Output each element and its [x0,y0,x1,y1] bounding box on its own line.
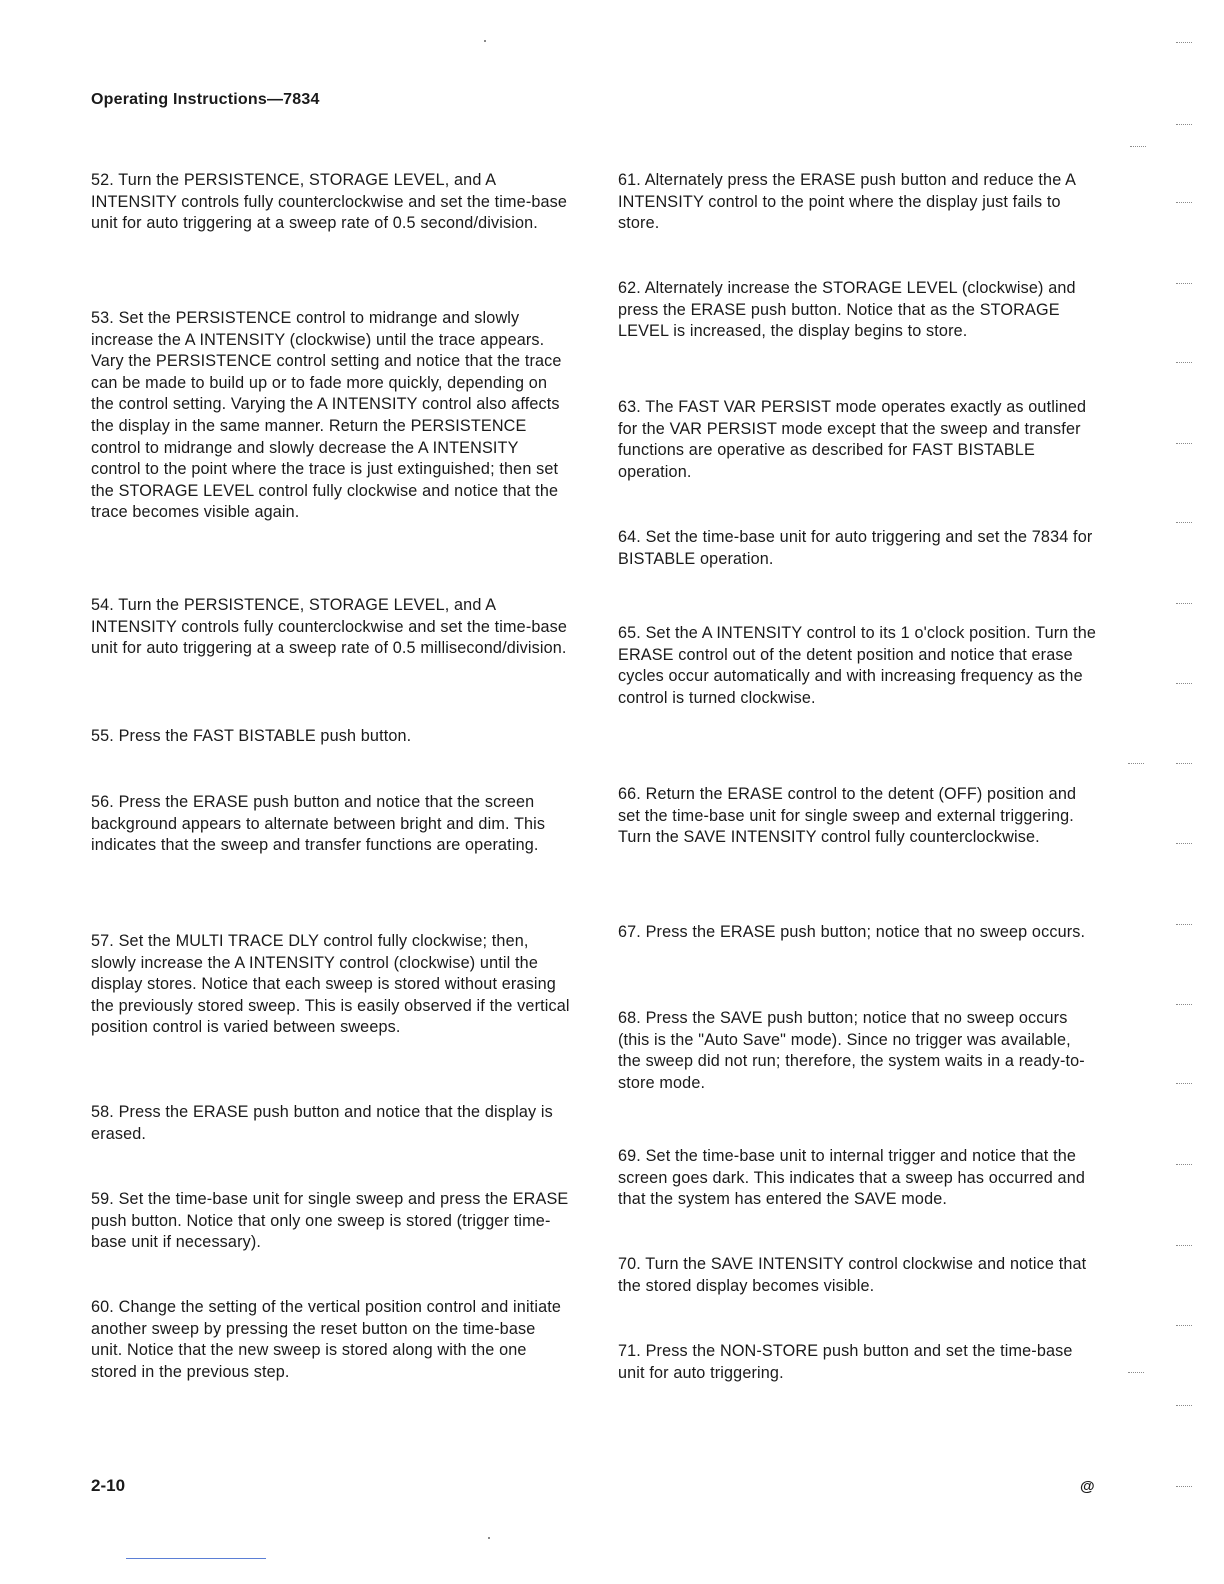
scan-rule [126,1558,266,1559]
scan-mark [1176,603,1192,606]
step-61: 61. Alternately press the ERASE push button and reduce the A INTENSITY control to the point where the display just fails to store. [618,171,1076,233]
step-62: 62. Alternately increase the STORAGE LEVEL (clockwise) and press the ERASE push button. Notice that as the STORAGE LEVEL is increased, the display begins to store. [618,279,1076,341]
scan-mark [1176,843,1192,846]
step-59: 59. Set the time-base unit for single sweep and press the ERASE push button. Notice that only one sweep is stored (trigger time-base unit if necessary). [91,1190,569,1252]
scan-mark [1176,763,1192,766]
step-60: 60. Change the setting of the vertical position control and initiate another sweep by pressing the reset button on the time-base unit. Notice that the new sweep is stored along with the one stored in the previous step. [91,1298,562,1381]
step-66: 66. Return the ERASE control to the detent (OFF) position and set the time-base unit for single sweep and external triggering. Turn the SAVE INTENSITY control fully counterclockwise. [618,785,1077,847]
step-57: 57. Set the MULTI TRACE DLY control fully clockwise; then, slowly increase the A INTENSITY control (clockwise) until the display stores. Notice that each sweep is stored without erasing the previously stored sweep. This is easily observed if the vertical position control is varied between sweeps. [91,932,570,1037]
scan-mark [1176,1405,1192,1408]
scan-mark [1176,924,1192,927]
step-71: 71. Press the NON-STORE push button and set the time-base unit for auto triggering. [618,1342,1073,1382]
step-53: 53. Set the PERSISTENCE control to midrange and slowly increase the A INTENSITY (clockwise) until the trace appears. Vary the PERSISTENCE control setting and notice that the trace can be made to build up or to fade more quickly, depending on the control setting. Varying the A INTENSITY control also affects the display in the same manner. Return the PERSISTENCE control to midrange and slowly decrease the A INTENSITY control to the point where the trace is just extinguished; then set the STORAGE LEVEL control fully clockwise and notice that the trace becomes visible again. [91,309,562,522]
scan-mark [1176,124,1192,127]
scan-mark [1176,283,1192,286]
scan-mark [1128,1372,1144,1375]
step-65: 65. Set the A INTENSITY control to its 1 o'clock position. Turn the ERASE control out of the detent position and notice that erase cycles occur automatically and with increasing frequency as the control is turned clockwise. [618,624,1097,707]
scan-mark [1176,443,1192,446]
scan-mark [1176,522,1192,525]
step-54: 54. Turn the PERSISTENCE, STORAGE LEVEL, and A INTENSITY controls fully counterclockwise and set the time-base unit for auto triggering at a sweep rate of 0.5 millisecond/division. [91,596,568,658]
scan-mark [1176,1245,1192,1248]
page-number: 2-10 [91,1476,126,1495]
step-70: 70. Turn the SAVE INTENSITY control clockwise and notice that the stored display becomes visible. [618,1255,1087,1295]
step-63: 63. The FAST VAR PERSIST mode operates exactly as outlined for the VAR PERSIST mode except that the sweep and transfer functions are operative as described for FAST BISTABLE operation. [618,398,1087,481]
step-55: 55. Press the FAST BISTABLE push button. [91,727,412,745]
scan-mark [1176,1083,1192,1086]
page-header: Operating Instructions—7834 [91,91,320,108]
scan-mark [1176,202,1192,205]
step-58: 58. Press the ERASE push button and notice that the display is erased. [91,1103,553,1143]
step-64: 64. Set the time-base unit for auto triggering and set the 7834 for BISTABLE operation. [618,528,1093,568]
scan-mark [1176,362,1192,365]
footer-mark: @ [1080,1478,1095,1495]
step-67: 67. Press the ERASE push button; notice that no sweep occurs. [618,923,1086,941]
scan-mark [1176,683,1192,686]
scan-mark [1176,1486,1192,1489]
step-52: 52. Turn the PERSISTENCE, STORAGE LEVEL, and A INTENSITY controls fully counterclockwise and set the time-base unit for auto triggering at a sweep rate of 0.5 second/division. [91,171,568,233]
scan-mark [1128,763,1144,766]
step-56: 56. Press the ERASE push button and notice that the screen background appears to alternate between bright and dim. This indicates that the sweep and transfer functions are operating. [91,793,546,855]
step-69: 69. Set the time-base unit to internal trigger and notice that the screen goes dark. This indicates that a sweep has occurred and that the system has entered the SAVE mode. [618,1147,1086,1209]
step-68: 68. Press the SAVE push button; notice that no sweep occurs (this is the "Auto Save" mode). Since no trigger was available, the sweep did not run; therefore, the system waits in a ready-to-store mode. [618,1009,1085,1092]
scan-mark [1130,146,1146,149]
scan-speck [484,40,486,42]
scan-mark [1176,1004,1192,1007]
scan-mark [1176,42,1192,45]
scan-mark [1176,1325,1192,1328]
scan-mark [1176,1164,1192,1167]
scan-speck [488,1537,490,1539]
